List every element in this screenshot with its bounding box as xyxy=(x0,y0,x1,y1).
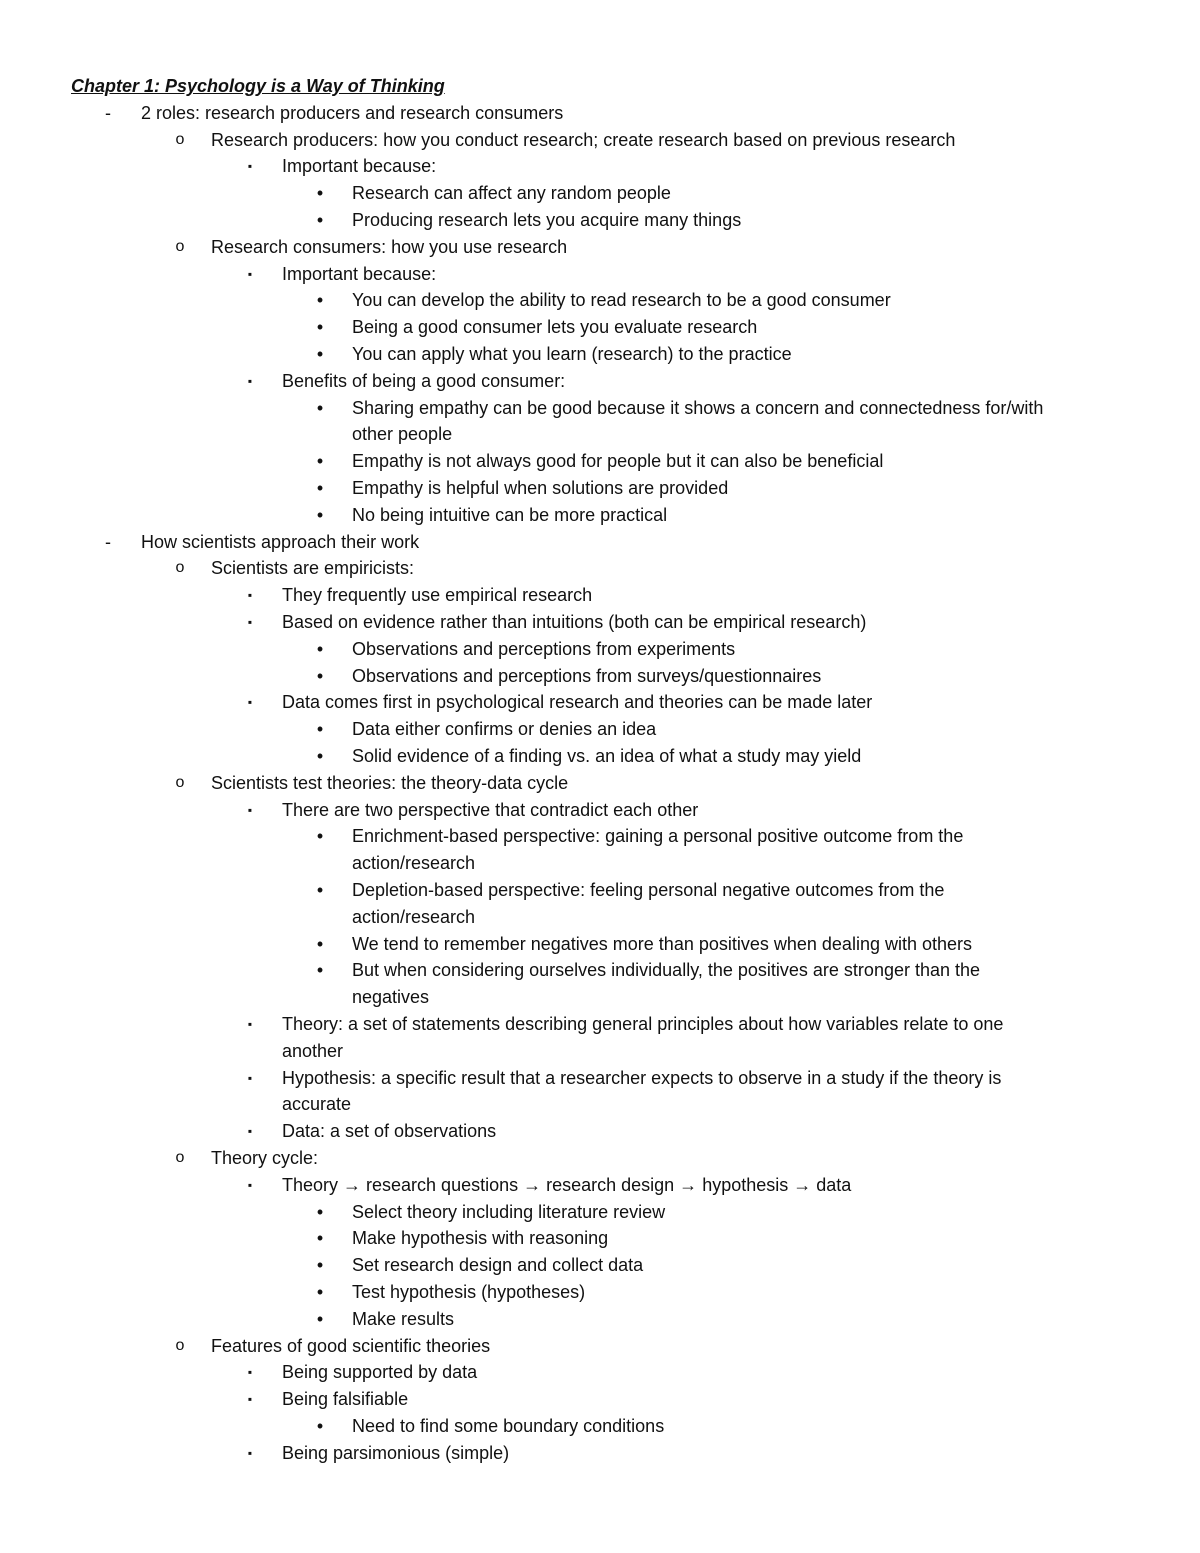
bullet-marker: • xyxy=(316,183,324,204)
outline-text: Empathy is not always good for people but it can also be beneficial xyxy=(352,451,884,472)
outline-text: Select theory including literature review xyxy=(352,1201,666,1222)
outline-text: Based on evidence rather than intuitions (both can be empirical research) xyxy=(282,612,867,632)
bullet-marker: ▪ xyxy=(247,266,253,281)
outline-text: Data comes first in psychological research and theories can be made later xyxy=(282,692,873,713)
outline-line-continuation xyxy=(0,1038,1200,1065)
bullet-marker: o xyxy=(175,559,185,577)
outline-text: You can develop the ability to read research to be a good consumer xyxy=(352,290,891,311)
outline-text: Make results xyxy=(352,1308,455,1329)
outline-line-continuation xyxy=(0,850,1200,877)
bullet-marker: • xyxy=(316,451,324,472)
outline-text: Benefits of being a good consumer: xyxy=(282,370,566,391)
bullet-marker: ▪ xyxy=(247,1124,253,1139)
outline-text: other people xyxy=(352,424,453,445)
outline-text: Set research design and collect data xyxy=(352,1255,644,1276)
outline-text: Being parsimonious (simple) xyxy=(282,1442,510,1463)
bullet-marker: • xyxy=(316,504,324,525)
outline-item-level-4 xyxy=(0,287,1200,314)
outline-text: 2 roles: research producers and research consumers xyxy=(141,102,564,123)
outline-text: Being supported by data xyxy=(282,1362,478,1383)
outline-text: Scientists test theories: the theory-data cycle xyxy=(211,772,569,793)
outline-item-level-3 xyxy=(0,689,1200,716)
chapter-title: Chapter 1: Psychology is a Way of Thinking xyxy=(71,76,445,96)
outline-item-level-2 xyxy=(0,127,1200,154)
bullet-marker: ▪ xyxy=(247,1445,253,1460)
bullet-marker: ▪ xyxy=(247,1017,253,1031)
outline-item-level-1 xyxy=(0,100,1200,127)
outline-text: Features of good scientific theories xyxy=(211,1335,491,1356)
outline-item-level-3 xyxy=(0,797,1200,824)
outline-item-level-1 xyxy=(0,529,1200,556)
outline-text: Enrichment-based perspective: gaining a personal positive outcome from the xyxy=(352,826,964,847)
outline-item-level-3 xyxy=(0,1172,1200,1199)
outline-text: Need to find some boundary conditions xyxy=(352,1416,665,1436)
outline-text: Solid evidence of a finding vs. an idea of what a study may yield xyxy=(352,746,862,766)
outline-text: They frequently use empirical research xyxy=(282,585,593,606)
outline-item-level-3 xyxy=(0,1118,1200,1145)
bullet-marker: • xyxy=(316,826,324,847)
bullet-marker: • xyxy=(316,1201,324,1222)
bullet-marker: ▪ xyxy=(247,1177,253,1192)
outline-item-level-4 xyxy=(0,877,1200,904)
outline-item-level-3 xyxy=(0,609,1200,636)
bullet-marker: • xyxy=(316,1416,324,1436)
bullet-marker: • xyxy=(316,397,324,418)
outline-item-level-3 xyxy=(0,1065,1200,1092)
outline-text: Make hypothesis with reasoning xyxy=(352,1228,609,1249)
outline-text: Scientists are empiricists: xyxy=(211,558,415,579)
bullet-marker: ▪ xyxy=(247,159,253,174)
outline-text: Being falsifiable xyxy=(282,1389,409,1410)
outline-text: No being intuitive can be more practical xyxy=(352,504,668,525)
outline-item-level-4 xyxy=(0,743,1200,770)
outline-item-level-4 xyxy=(0,1279,1200,1306)
outline-text: Research can affect any random people xyxy=(352,183,671,204)
bullet-marker: ▪ xyxy=(247,373,253,388)
outline-text: accurate xyxy=(282,1094,352,1115)
outline-text: Important because: xyxy=(282,263,437,284)
outline-item-level-3 xyxy=(0,1359,1200,1386)
outline-item-level-4 xyxy=(0,395,1200,422)
outline-item-level-4 xyxy=(0,448,1200,475)
bullet-marker: • xyxy=(316,719,324,740)
outline-item-level-4 xyxy=(0,823,1200,850)
outline-item-level-4 xyxy=(0,716,1200,743)
bullet-marker: ▪ xyxy=(247,615,253,629)
outline-item-level-3 xyxy=(0,1440,1200,1467)
bullet-marker: • xyxy=(316,344,324,364)
outline-item-level-3 xyxy=(0,153,1200,180)
bullet-marker: ▪ xyxy=(247,802,253,817)
bullet-marker: ▪ xyxy=(247,1392,253,1407)
outline-text: Data: a set of observations xyxy=(282,1121,497,1142)
outline-text: Data either confirms or denies an idea xyxy=(352,719,657,740)
bullet-marker: • xyxy=(316,1228,324,1249)
outline-item-level-3 xyxy=(0,582,1200,609)
outline-item-level-3 xyxy=(0,1386,1200,1413)
bullet-marker: • xyxy=(316,880,324,900)
bullet-marker: • xyxy=(316,933,324,954)
bullet-marker: ▪ xyxy=(247,1365,253,1380)
outline-item-level-4 xyxy=(0,636,1200,663)
outline-text: negatives xyxy=(352,987,430,1008)
outline-item-level-4 xyxy=(0,475,1200,502)
outline-text: We tend to remember negatives more than positives when dealing with others xyxy=(352,933,972,954)
bullet-marker: • xyxy=(316,665,324,686)
bullet-marker: • xyxy=(316,638,324,659)
outline-item-level-4 xyxy=(0,931,1200,958)
outline-item-level-4 xyxy=(0,314,1200,341)
bullet-marker: • xyxy=(316,478,324,498)
outline-text: Observations and perceptions from experiments xyxy=(352,638,736,659)
outline-text: Being a good consumer lets you evaluate research xyxy=(352,317,758,338)
outline-line-continuation xyxy=(0,904,1200,931)
outline-text: Theory → research questions → research design → hypothesis → data xyxy=(282,1174,852,1195)
outline-item-level-4 xyxy=(0,957,1200,984)
bullet-marker: • xyxy=(316,1282,324,1302)
outline-text: Observations and perceptions from surveys/questionnaires xyxy=(352,665,822,686)
outline-item-level-4 xyxy=(0,1225,1200,1252)
outline-item-level-4 xyxy=(0,502,1200,529)
bullet-marker: • xyxy=(316,1255,324,1276)
outline-text: action/research xyxy=(352,853,476,874)
bullet-marker: • xyxy=(316,1308,324,1329)
outline-text: How scientists approach their work xyxy=(141,531,420,552)
outline-item-level-4 xyxy=(0,1413,1200,1440)
outline-item-level-2 xyxy=(0,770,1200,797)
outline-text: Research producers: how you conduct research; create research based on previous research xyxy=(211,129,956,150)
outline-text: Hypothesis: a specific result that a researcher expects to observe in a study if the theory is xyxy=(282,1067,1002,1088)
outline-text: There are two perspective that contradict each other xyxy=(282,799,699,820)
outline-item-level-4 xyxy=(0,1306,1200,1333)
outline-item-level-2 xyxy=(0,1333,1200,1360)
outline-line-continuation xyxy=(0,421,1200,448)
bullet-marker: • xyxy=(316,746,324,766)
bullet-marker: • xyxy=(316,290,324,311)
outline-item-level-2 xyxy=(0,234,1200,261)
bullet-marker: - xyxy=(105,102,111,123)
outline-text: Sharing empathy can be good because it shows a concern and connectedness for/with xyxy=(352,397,1044,418)
bullet-marker: • xyxy=(316,317,324,338)
outline-item-level-4 xyxy=(0,180,1200,207)
outline-item-level-4 xyxy=(0,1199,1200,1226)
outline-text: Depletion-based perspective: feeling personal negative outcomes from the xyxy=(352,880,945,900)
bullet-marker: o xyxy=(175,1336,185,1354)
bullet-marker: o xyxy=(175,773,185,791)
bullet-marker: ▪ xyxy=(247,588,253,603)
outline-item-level-2 xyxy=(0,1145,1200,1172)
bullet-marker: o xyxy=(175,130,185,148)
outline-text: Important because: xyxy=(282,156,437,177)
outline-text: Test hypothesis (hypotheses) xyxy=(352,1282,586,1302)
outline-text: action/research xyxy=(352,906,476,927)
bullet-marker: o xyxy=(175,237,185,255)
bullet-marker: - xyxy=(105,531,111,552)
outline-item-level-4 xyxy=(0,207,1200,234)
outline-item-level-2 xyxy=(0,555,1200,582)
outline-item-level-4 xyxy=(0,663,1200,690)
outline-text: Theory cycle: xyxy=(211,1148,319,1168)
outline-item-level-3 xyxy=(0,368,1200,395)
outline-text: But when considering ourselves individually, the positives are stronger than the xyxy=(352,960,981,981)
outline-line-continuation xyxy=(0,1091,1200,1118)
outline-text: You can apply what you learn (research) to the practice xyxy=(352,344,792,364)
outline-text: Research consumers: how you use research xyxy=(211,236,568,257)
bullet-marker: ▪ xyxy=(247,1070,253,1085)
outline-text: Empathy is helpful when solutions are provided xyxy=(352,478,729,498)
outline-item-level-4 xyxy=(0,341,1200,368)
bullet-marker: • xyxy=(316,210,324,230)
outline-line-continuation xyxy=(0,984,1200,1011)
outline-text: Producing research lets you acquire many things xyxy=(352,210,742,230)
bullet-marker: ▪ xyxy=(247,695,253,710)
outline-item-level-3 xyxy=(0,261,1200,288)
bullet-marker: o xyxy=(175,1149,185,1166)
bullet-marker: • xyxy=(316,960,324,981)
outline-text: another xyxy=(282,1040,344,1061)
outline-text: Theory: a set of statements describing general principles about how variables relate to one xyxy=(282,1014,1004,1034)
outline-item-level-3 xyxy=(0,1011,1200,1038)
outline-item-level-4 xyxy=(0,1252,1200,1279)
